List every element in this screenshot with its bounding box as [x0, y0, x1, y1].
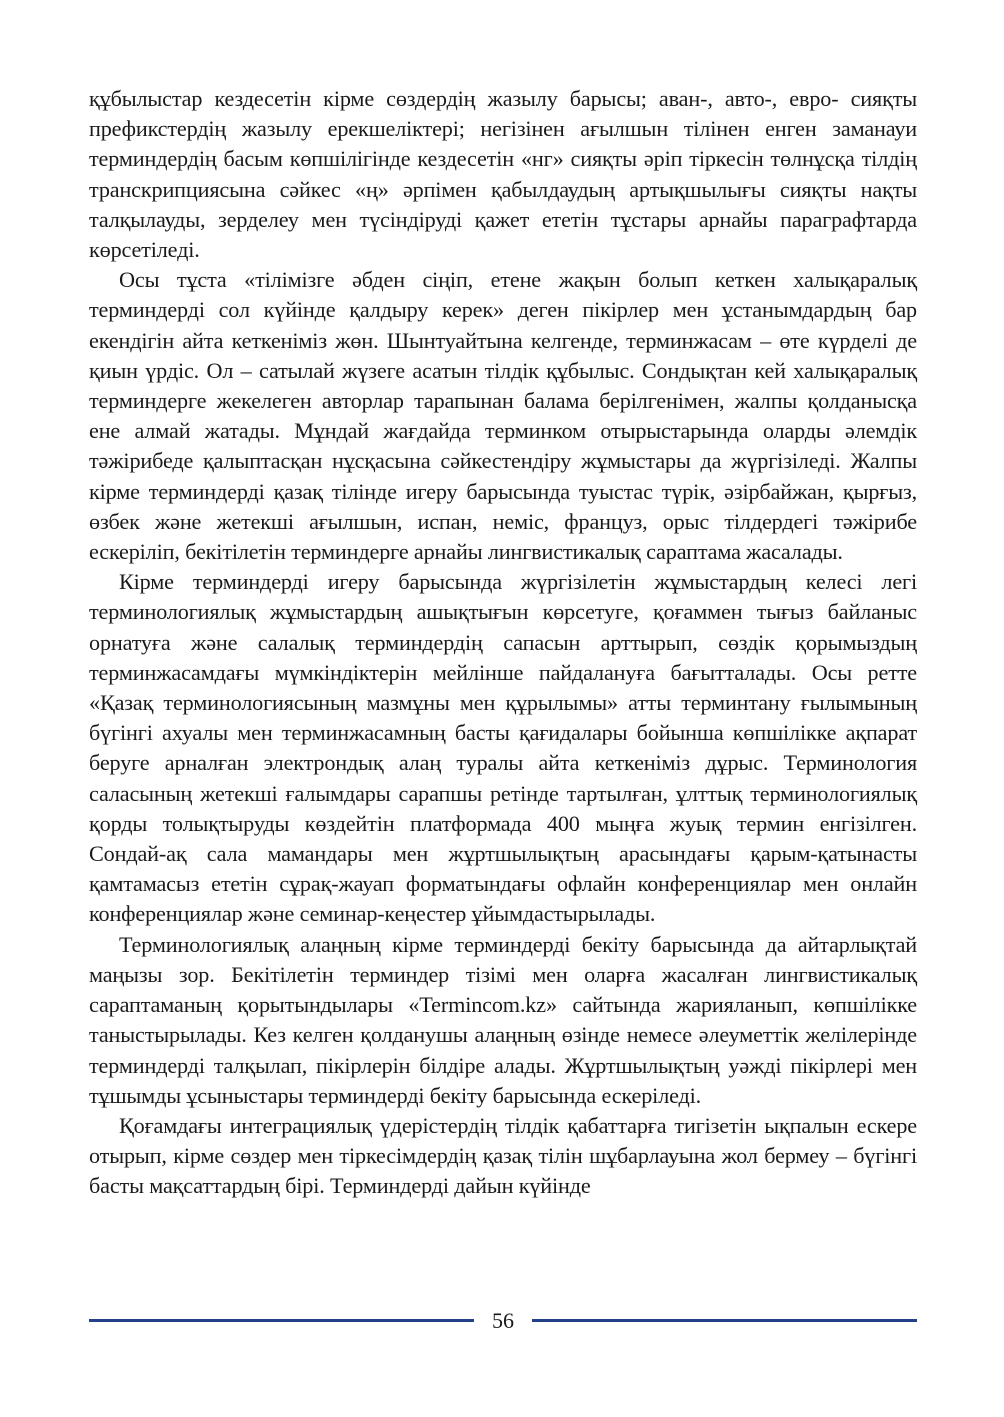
footer-rule-right — [532, 1319, 917, 1322]
page-footer — [89, 1306, 917, 1336]
paragraph: Кірме терминдерді игеру барысында жүргізілетін жұмыстардың келесі легі терминологиялық жұмыстардың ашықтығын көрсетуге, қоғаммен тығыз байланыс орнатуға және салалық терминдердің сапасын арттырып, сөздік қорымыздың терминжасамдағы мүмкіндіктерін мейлінше пайдалануға бағытталады. Осы ретте «Қазақ терминологиясының мазмұны мен құрылымы» атты терминтану ғылымының бүгінгі ахуалы мен терминжасамның басты қағидалары бойынша көпшілікке ақпарат беруге арналған электрондық алаң туралы айта кеткеніміз дұрыс. Терминология саласының жетекші ғалымдары сарапшы ретінде тартылған, ұлттық терминологиялық қорды толықтыруды көздейтін платформада 400 мыңға жуық термин енгізілген. Сондай-ақ сала мамандары мен жұртшылықтың арасындағы қарым-қатынасты қамтамасыз ететін сұрақ-жауап форматындағы офлайн конференциялар мен онлайн конференциялар және семинар-кеңестер ұйымдастырылады. — [89, 569, 917, 927]
paragraph: Осы тұста «тілімізге әбден сіңіп, етене жақын болып кеткен халықаралық терминдерді сол күйінде қалдыру керек» деген пікірлер мен ұстанымдардың бар екендігін айта кеткеніміз жөн. Шынтуайтына келгенде, терминжасам – өте күрделі де қиын үрдіс. Ол – сатылай жүзеге асатын тілдік құбылыс. Сондықтан кей халықаралық терминдерге жекелеген авторлар тарапынан балама берілгенімен, жалпы қолданысқа ене алмай жатады. Мұндай жағдайда терминком отырыстарында оларды әлемдік тәжірибеде қалыптасқан нұсқасына сәйкестендіру жұмыстары да жүргізіледі. Жалпы кірме терминдерді қазақ тілінде игеру барысында туыстас түрік, әзірбайжан, қырғыз, өзбек және жетекші ағылшын, испан, неміс, француз, орыс тілдердегі тәжірибе ескеріліп, бекітілетін терминдерге арнайы лингвистикалық сараптама жасалады. — [89, 267, 917, 565]
page-body — [89, 84, 917, 1202]
paragraph: Терминологиялық алаңның кірме терминдерді бекіту барысында да айтарлықтай маңызы зор. Бекітілетін терминдер тізімі мен оларға жасалған лингвистикалық сараптаманың қорытындылары «Termincom.kz» сайтында жарияланып, көпшілікке таныстырылады. Кез келген қолданушы алаңның өзінде немесе әлеуметтік желілерінде терминдерді талқылап, пікірлерін білдіре алады. Жұртшылықтың уәжді пікірлері мен тұшымды ұсыныстары терминдерді бекіту барысында ескеріледі. — [89, 931, 917, 1108]
footer-rule-left — [89, 1319, 474, 1322]
page-number: 56 — [492, 1308, 514, 1333]
paragraph: Қоғамдағы интеграциялық үдерістердің тілдік қабаттарға тигізетін ықпалын ескере отырып, кірме сөздер мен тіркесімдердің қазақ тілін шұбарлауына жол бермеу – бүгінгі басты мақсаттардың бірі. Терминдерді дайын күйінде — [89, 1112, 917, 1199]
paragraph-continuation: құбылыстар кездесетін кірме сөздердің жазылу барысы; аван-, авто-, евро- сияқты префикстердің жазылу ерекшеліктері; негізінен ағылшын тілінен енген заманауи терминдердің басым көпшілігінде кездесетін «нг» сияқты әріп тіркесін төлнұсқа тілдің транскрипциясына сәйкес «ң» әрпімен қабылдаудың артықшылығы сияқты нақты талқылауды, зерделеу мен түсіндіруді қажет ететін тұстары арнайы параграфтарда көрсетіледі. — [89, 86, 917, 263]
